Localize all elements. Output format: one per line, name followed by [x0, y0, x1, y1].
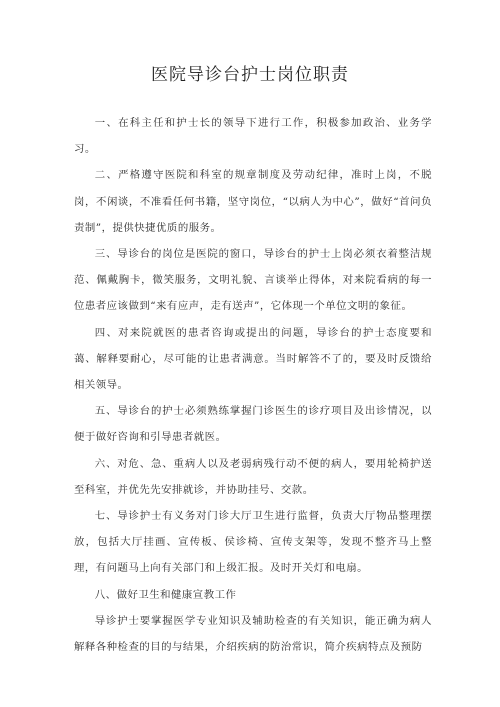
paragraph-7: 七、导诊护士有义务对门诊大厅卫生进行监督，负责大厅物品整理摆放，包括大厅挂画、宣传板、侯诊椅、宣传支架等，发现不整齐马上整理，有问题马上向有关部门和上级汇报。及时开关灯和电扇。: [74, 510, 432, 575]
paragraph-1: 一、在科主任和护士长的领导下进行工作，积极参加政治、业务学习。: [74, 117, 432, 156]
paragraph-4: 四、对来院就医的患者咨询或提出的问题，导诊台的护士态度要和蔼、解释要耐心，尽可能的让患者满意。当时解答不了的，要及时反馈给相关领导。: [74, 326, 432, 392]
paragraph-2: 二、严格遵守医院和科室的规章制度及劳动纪律，准时上岗，不脱岗，不闲谈，不准看任何书籍，坚守岗位，“以病人为中心”，做好“首问负责制”，提供快捷优质的服务。: [74, 169, 432, 234]
paragraph-8: 八、做好卫生和健康宣教工作: [94, 588, 237, 601]
document-title: 医院导诊台护士岗位职责: [151, 65, 349, 85]
paragraph-5: 五、导诊台的护士必须熟练掌握门诊医生的诊疗项目及出诊情况，以便于做好咨询和引导患者就医。: [74, 405, 432, 444]
document-body: [74, 110, 432, 660]
paragraph-3: 三、导诊台的岗位是医院的窗口，导诊台的护士上岗必须衣着整洁规范、佩戴胸卡，微笑服务，文明礼貌、言谈举止得体，对来院看病的每一位患者应该做到“来有应声，走有送声”，它体现一个单位文明的象征。: [74, 248, 432, 313]
paragraph-9: 导诊护士要掌握医学专业知识及辅助检查的有关知识，能正确为病人解释各种检查的目的与结果，介绍疾病的防治常识，简介疾病特点及预防: [74, 614, 432, 654]
paragraph-6: 六、对危、急、重病人以及老弱病残行动不便的病人，要用轮椅护送至科室，并优先先安排就诊，并协助挂号、交款。: [74, 457, 432, 496]
